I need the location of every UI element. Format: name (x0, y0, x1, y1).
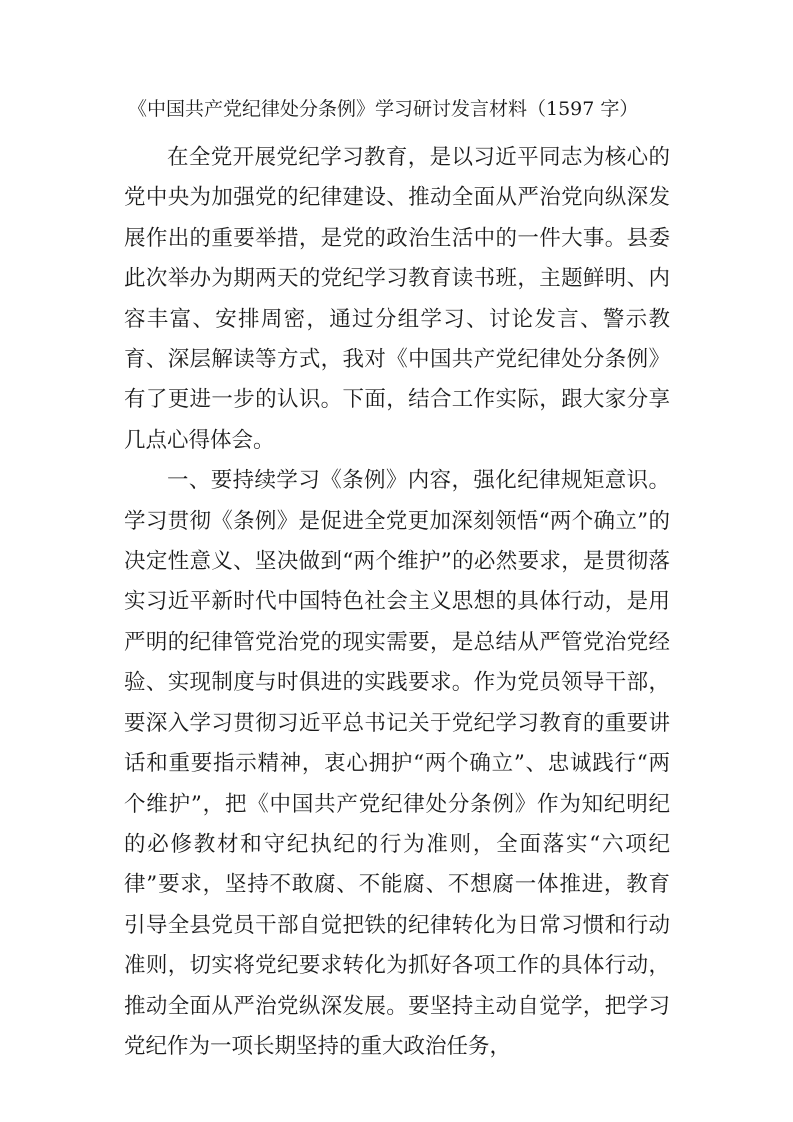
document-body (124, 138, 670, 1067)
paragraph-section-one: 一、要持续学习《条例》内容，强化纪律规矩意识。学习贯彻《条例》是促进全党更加深刻领悟“两个确立”的决定性意义、坚决做到“两个维护”的必然要求，是贯彻落实习近平新时代中国特色社会主义思想的具体行动，是用严明的纪律管党治党的现实需要，是总结从严管党治党经验、实现制度与时俱进的实践要求。作为党员领导干部，要深入学习贯彻习近平总书记关于党纪学习教育的重要讲话和重要指示精神，衷心拥护“两个确立”、忠诚践行“两个维护”，把《中国共产党纪律处分条例》作为知纪明纪的必修教材和守纪执纪的行为准则，全面落实“六项纪律”要求，坚持不敢腐、不能腐、不想腐一体推进，教育引导全县党员干部自觉把铁的纪律转化为日常习惯和行动准则，切实将党纪要求转化为抓好各项工作的具体行动，推动全面从严治党纵深发展。要坚持主动自觉学，把学习党纪作为一项长期坚持的重大政治任务， (124, 468, 670, 1059)
paragraph-intro: 在全党开展党纪学习教育，是以习近平同志为核心的党中央为加强党的纪律建设、推动全面从严治党向纵深发展作出的重要举措，是党的政治生活中的一件大事。县委此次举办为期两天的党纪学习教育读书班，主题鲜明、内容丰富、安排周密，通过分组学习、讨论发言、警示教育、深层解读等方式，我对《中国共产党纪律处分条例》有了更进一步的认识。下面，结合工作实际，跟大家分享几点心得体会。 (124, 145, 670, 453)
document-title: 《中国共产党纪律处分条例》学习研讨发言材料（1597 字） (128, 98, 639, 120)
